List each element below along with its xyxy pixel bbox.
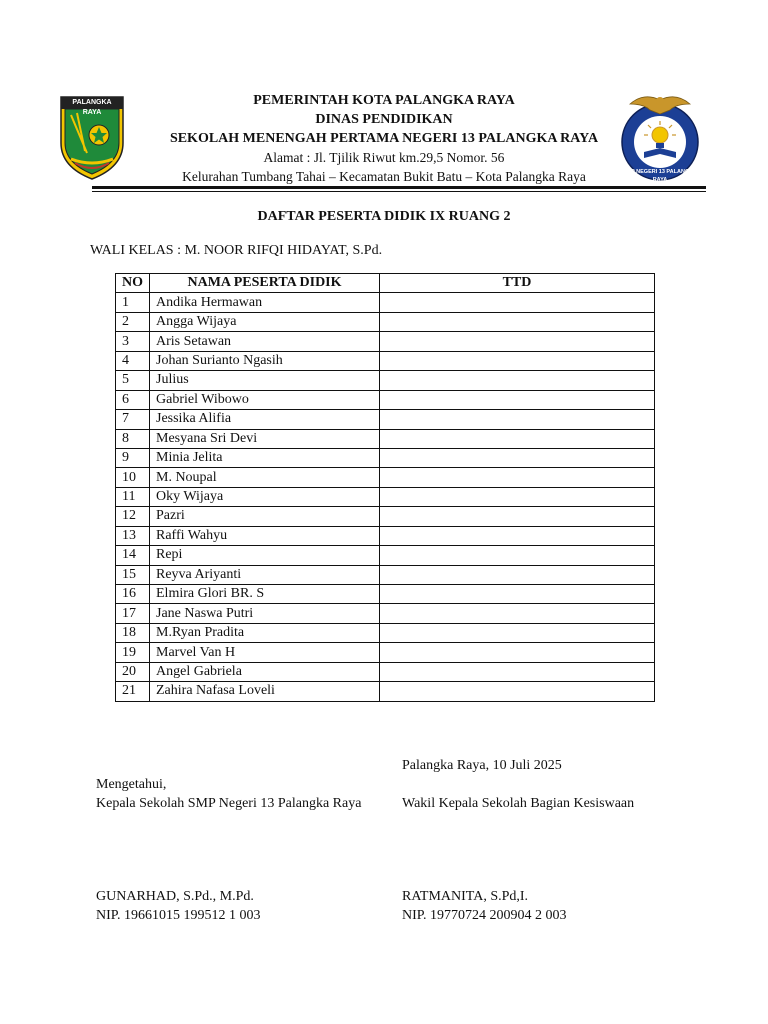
signature-cell[interactable] xyxy=(380,371,655,390)
column-header-no: NO xyxy=(116,274,150,293)
table-row xyxy=(116,390,655,409)
header-address: Alamat : Jl. Tjilik Riwut km.29,5 Nomor. 56 xyxy=(263,150,505,165)
row-number: 10 xyxy=(116,468,150,487)
signature-cell[interactable] xyxy=(380,487,655,506)
principal-nip: NIP. 19661015 199512 1 003 xyxy=(96,908,261,923)
row-number: 17 xyxy=(116,604,150,623)
table-row xyxy=(116,526,655,545)
student-name: Pazri xyxy=(150,507,380,526)
student-name: Repi xyxy=(150,546,380,565)
signature-cell[interactable] xyxy=(380,507,655,526)
signature-cell[interactable] xyxy=(380,643,655,662)
signature-cell[interactable] xyxy=(380,293,655,312)
table-row xyxy=(116,585,655,604)
signature-cell[interactable] xyxy=(380,604,655,623)
signature-cell[interactable] xyxy=(380,410,655,429)
student-name: Oky Wijaya xyxy=(150,487,380,506)
column-header-name: NAMA PESERTA DIDIK xyxy=(150,274,380,293)
table-row xyxy=(116,293,655,312)
header-department: DINAS PENDIDIKAN xyxy=(315,112,453,127)
student-name: Jane Naswa Putri xyxy=(150,604,380,623)
header-district: Kelurahan Tumbang Tahai – Kecamatan Bukit Batu – Kota Palangka Raya xyxy=(182,169,586,184)
acknowledged-label: Mengetahui, xyxy=(96,777,167,792)
student-name: M. Noupal xyxy=(150,468,380,487)
student-attendance-table xyxy=(115,273,655,702)
table-row xyxy=(116,643,655,662)
row-number: 9 xyxy=(116,448,150,467)
row-number: 14 xyxy=(116,546,150,565)
row-number: 18 xyxy=(116,623,150,642)
table-row xyxy=(116,507,655,526)
signature-cell[interactable] xyxy=(380,468,655,487)
student-name: Elmira Glori BR. S xyxy=(150,585,380,604)
table-row xyxy=(116,332,655,351)
table-row xyxy=(116,662,655,681)
row-number: 11 xyxy=(116,487,150,506)
signature-cell[interactable] xyxy=(380,662,655,681)
student-name: Angel Gabriela xyxy=(150,662,380,681)
table-row xyxy=(116,351,655,370)
signature-cell[interactable] xyxy=(380,448,655,467)
signature-cell[interactable] xyxy=(380,390,655,409)
signature-cell[interactable] xyxy=(380,332,655,351)
signature-cell[interactable] xyxy=(380,682,655,701)
table-row xyxy=(116,429,655,448)
column-header-signature: TTD xyxy=(380,274,655,293)
row-number: 2 xyxy=(116,312,150,331)
student-name: Raffi Wahyu xyxy=(150,526,380,545)
place-and-date: Palangka Raya, 10 Juli 2025 xyxy=(402,758,562,773)
right-logo-text: SMP NEGERI 13 PALANGKA RAYA xyxy=(622,169,698,183)
signature-cell[interactable] xyxy=(380,623,655,642)
header-school-name: SEKOLAH MENENGAH PERTAMA NEGERI 13 PALANGKA RAYA xyxy=(169,131,599,146)
table-row xyxy=(116,448,655,467)
table-row xyxy=(116,546,655,565)
letterhead-rule-thick xyxy=(92,186,706,189)
table-row xyxy=(116,604,655,623)
row-number: 16 xyxy=(116,585,150,604)
student-name: Angga Wijaya xyxy=(150,312,380,331)
table-row xyxy=(116,623,655,642)
student-name: Andika Hermawan xyxy=(150,293,380,312)
signature-cell[interactable] xyxy=(380,429,655,448)
signature-cell[interactable] xyxy=(380,546,655,565)
table-row xyxy=(116,312,655,331)
row-number: 7 xyxy=(116,410,150,429)
header-government: PEMERINTAH KOTA PALANGKA RAYA xyxy=(253,93,515,108)
vice-principal-name: RATMANITA, S.Pd,I. xyxy=(402,889,529,904)
table-row xyxy=(116,410,655,429)
student-name: Johan Surianto Ngasih xyxy=(150,351,380,370)
student-name: Mesyana Sri Devi xyxy=(150,429,380,448)
row-number: 12 xyxy=(116,507,150,526)
principal-role: Kepala Sekolah SMP Negeri 13 Palangka Raya xyxy=(96,796,362,811)
student-name: Julius xyxy=(150,371,380,390)
signature-cell[interactable] xyxy=(380,565,655,584)
student-name: Marvel Van H xyxy=(150,643,380,662)
student-name: Jessika Alifia xyxy=(150,410,380,429)
table-row xyxy=(116,487,655,506)
table-row xyxy=(116,565,655,584)
row-number: 15 xyxy=(116,565,150,584)
table-row xyxy=(116,682,655,701)
palangka-raya-city-logo xyxy=(57,93,127,181)
row-number: 8 xyxy=(116,429,150,448)
vice-principal-nip: NIP. 19770724 200904 2 003 xyxy=(402,908,567,923)
row-number: 6 xyxy=(116,390,150,409)
signature-cell[interactable] xyxy=(380,351,655,370)
row-number: 4 xyxy=(116,351,150,370)
homeroom-teacher: WALI KELAS : M. NOOR RIFQI HIDAYAT, S.Pd. xyxy=(90,243,383,258)
row-number: 3 xyxy=(116,332,150,351)
student-name: Minia Jelita xyxy=(150,448,380,467)
vice-principal-role: Wakil Kepala Sekolah Bagian Kesiswaan xyxy=(402,796,635,811)
row-number: 19 xyxy=(116,643,150,662)
signature-cell[interactable] xyxy=(380,585,655,604)
table-header-row xyxy=(116,274,655,293)
row-number: 5 xyxy=(116,371,150,390)
row-number: 20 xyxy=(116,662,150,681)
table-row xyxy=(116,468,655,487)
student-name: Zahira Nafasa Loveli xyxy=(150,682,380,701)
student-name: Reyva Ariyanti xyxy=(150,565,380,584)
table-row xyxy=(116,371,655,390)
document-title: DAFTAR PESERTA DIDIK IX RUANG 2 xyxy=(257,209,511,224)
student-name: Aris Setawan xyxy=(150,332,380,351)
letterhead-rule-thin xyxy=(92,191,706,192)
student-name: M.Ryan Pradita xyxy=(150,623,380,642)
signature-cell[interactable] xyxy=(380,312,655,331)
principal-name: GUNARHAD, S.Pd., M.Pd. xyxy=(96,889,254,904)
row-number: 21 xyxy=(116,682,150,701)
student-name: Gabriel Wibowo xyxy=(150,390,380,409)
row-number: 13 xyxy=(116,526,150,545)
signature-cell[interactable] xyxy=(380,526,655,545)
row-number: 1 xyxy=(116,293,150,312)
left-logo-text: PALANGKA RAYA xyxy=(72,99,112,116)
